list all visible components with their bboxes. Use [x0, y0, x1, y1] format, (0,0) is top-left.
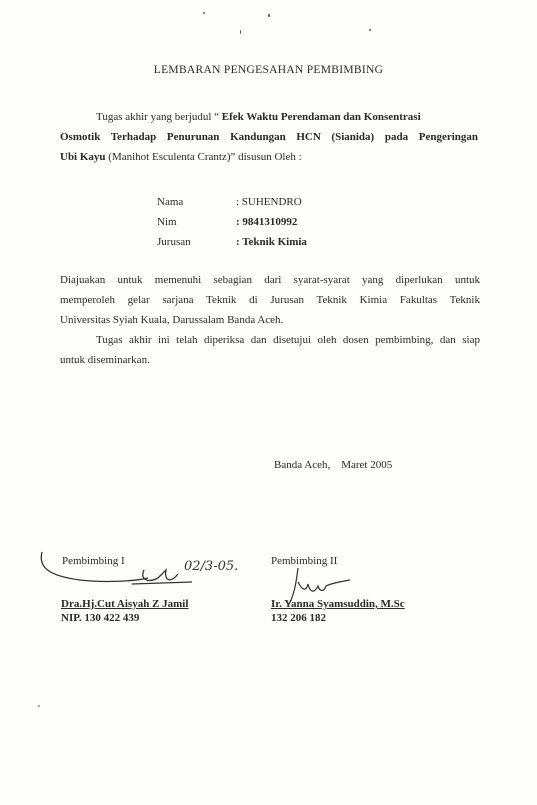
thesis-title-part-3: Ubi Kayu	[60, 151, 106, 163]
handwritten-date: 02/3-05.	[184, 559, 239, 574]
supervisor-2-role: Pembimbing II	[271, 555, 338, 567]
supervisor-1-signature	[36, 548, 239, 600]
supervisor-1-name: Dra.Hj.Cut Aisyah Z Jamil	[61, 598, 189, 610]
intro-line-1	[60, 107, 478, 127]
jurusan-label: Jurusan	[157, 236, 191, 248]
document-title: LEMBARAN PENGESAHAN PEMBIMBING	[153, 64, 384, 76]
name-label: Nama	[157, 196, 184, 208]
jurusan-value: : Teknik Kimia	[236, 236, 307, 248]
scan-speck	[203, 12, 205, 14]
place-date: Banda Aceh, Maret 2005	[274, 459, 393, 471]
body-line-2: memperoleh gelar sarjana Teknik di Jurusan Teknik Kimia Fakultas Teknik	[60, 294, 480, 306]
body-paragraph	[60, 270, 480, 370]
supervisor-1-nip: NIP. 130 422 439	[61, 612, 140, 624]
intro-text-end: (Manihot Esculenta Crantz)” disusun Oleh :	[105, 151, 302, 163]
thesis-title-part-1: Efek Waktu Perendaman dan Konsentrasi	[221, 111, 421, 123]
supervisor-2-nip: 132 206 182	[271, 612, 326, 624]
nim-value: : 9841310992	[236, 216, 298, 228]
supervisor-2-signature	[284, 562, 364, 612]
body-line-3: Universitas Syiah Kuala, Darussalam Banda Aceh.	[60, 314, 284, 326]
thesis-title-part-2: Osmotik Terhadap Penurunan Kandungan HCN (Sianida) pada Pengeringan	[60, 131, 478, 143]
intro-text: Tugas akhir yang berjudul “	[96, 111, 222, 123]
body-line-1: Diajuakan untuk memenuhi sebagian dari syarat-syarat yang diperlukan untuk	[60, 274, 480, 286]
nim-label: Nim	[157, 216, 177, 228]
name-value: : SUHENDRO	[236, 196, 302, 208]
scan-speck	[38, 705, 40, 707]
scan-speck	[240, 30, 241, 34]
supervisor-2-name: Ir. Yanna Syamsuddin, M.Sc	[271, 598, 405, 610]
body-line-4: Tugas akhir ini telah diperiksa dan disetujui oleh dosen pembimbing, dan siap	[96, 334, 480, 346]
intro-line-3	[60, 147, 478, 167]
body-line-5: untuk diseminarkan.	[60, 354, 150, 366]
scan-speck	[369, 29, 371, 31]
scan-speck	[268, 14, 270, 17]
intro-paragraph	[60, 107, 478, 167]
supervisor-1-role: Pembimbing I	[62, 555, 125, 567]
